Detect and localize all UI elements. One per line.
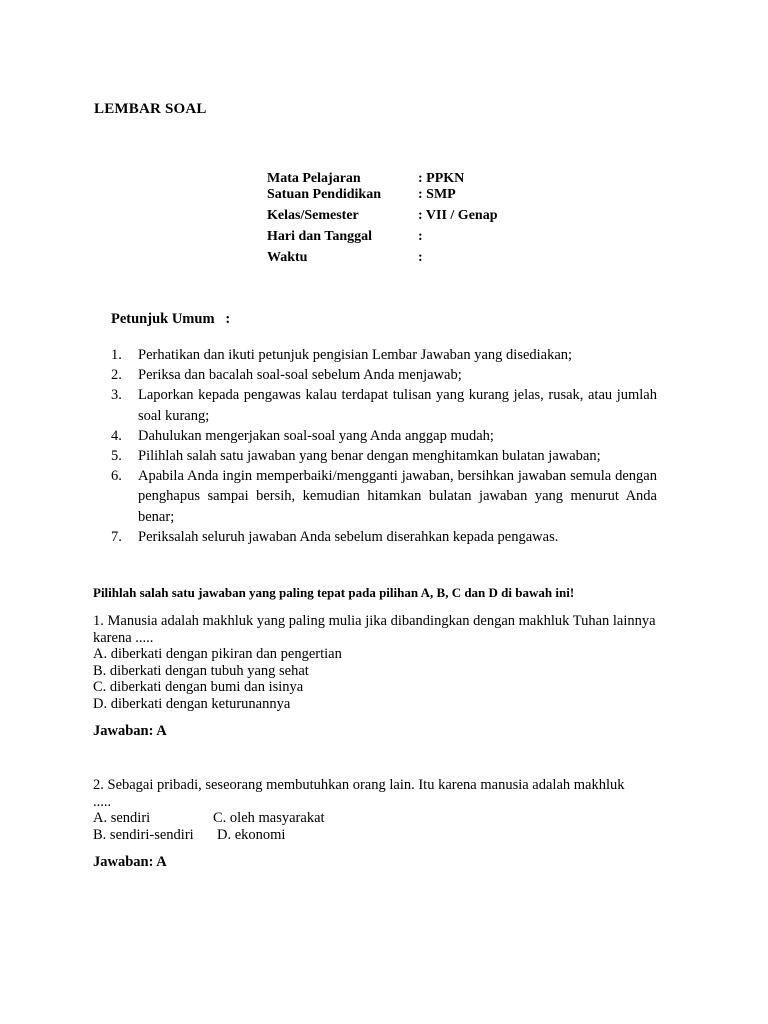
list-number: 1. [111, 347, 122, 363]
info-value: : [418, 250, 423, 265]
document-title: LEMBAR SOAL [94, 101, 207, 117]
list-text: Dahulukan mengerjakan soal-soal yang Anda anggap mudah; [138, 427, 494, 444]
general-instructions-heading: Petunjuk Umum : [111, 311, 231, 327]
list-text: Laporkan kepada pengawas kalau terdapat tulisan yang kurang jelas, rusak, atau jumlah soal kurang; [138, 387, 657, 424]
list-item [111, 527, 657, 547]
info-label: Hari dan Tanggal [267, 229, 373, 244]
option-a: A. diberkati dengan pikiran dan pengertian [93, 646, 342, 663]
answer-1: Jawaban: A [93, 723, 167, 739]
info-label: Satuan Pendidikan [267, 187, 381, 202]
list-number: 3. [111, 387, 122, 404]
question-text: 1. Manusia adalah makhluk yang paling mulia jika dibandingkan dengan makhluk Tuhan lainnya karena ..... [93, 613, 656, 646]
option-a: A. sendiri [93, 810, 151, 827]
list-text: Apabila Anda ingin memperbaiki/mengganti jawaban, bersihkan jawaban semula dengan penghapus sampai bersih, kemudian hitamkan bulatan jawaban yang menurut Anda benar; [138, 468, 657, 525]
list-number: 2. [111, 367, 122, 384]
list-number: 6. [111, 468, 122, 485]
option-b: B. sendiri-sendiri [93, 826, 194, 843]
info-row-time [267, 250, 497, 271]
option-d: D. ekonomi [217, 826, 286, 843]
info-row-date [267, 229, 497, 250]
question-text: 2. Sebagai pribadi, seseorang membutuhkan orang lain. Itu karena manusia adalah makhluk ..... [93, 777, 625, 810]
option-c: C. diberkati dengan bumi dan isinya [93, 679, 304, 696]
list-number: 7. [111, 528, 122, 545]
list-text: Pilihlah salah satu jawaban yang benar dengan menghitamkan bulatan jawaban; [138, 448, 601, 465]
list-text: Perhatikan dan ikuti petunjuk pengisian Lembar Jawaban yang disediakan; [138, 347, 573, 363]
option-row [93, 810, 668, 827]
info-row-level [267, 187, 497, 208]
option-c: C. oleh masyarakat [213, 810, 325, 827]
info-row-subject [267, 171, 497, 187]
info-value: : PPKN [418, 171, 465, 186]
list-text: Periksa dan bacalah soal-soal sebelum Anda menjawab; [138, 367, 462, 384]
list-number: 4. [111, 427, 122, 444]
info-row-class [267, 208, 497, 229]
list-number: 5. [111, 448, 122, 465]
list-text: Periksalah seluruh jawaban Anda sebelum diserahkan kepada pengawas. [138, 528, 559, 545]
list-item [111, 365, 657, 385]
question-2 [93, 777, 668, 843]
option-d: D. diberkati dengan keturunannya [93, 695, 291, 712]
info-label: Kelas/Semester [267, 208, 359, 223]
answer-2: Jawaban: A [93, 854, 167, 870]
option-b: B. diberkati dengan tubuh yang sehat [93, 662, 309, 679]
list-item [111, 466, 657, 527]
info-value: : SMP [418, 187, 456, 202]
info-value: : [418, 229, 423, 244]
list-item [111, 345, 657, 365]
list-item [111, 446, 657, 466]
info-label: Waktu [267, 250, 308, 265]
list-item [111, 385, 657, 425]
subject-info [267, 171, 497, 271]
info-value: : VII / Genap [418, 208, 498, 223]
question-instruction: Pilihlah salah satu jawaban yang paling tepat pada pilihan A, B, C dan D di bawah ini! [93, 585, 575, 600]
question-1 [93, 613, 668, 713]
info-label: Mata Pelajaran [267, 171, 361, 186]
option-row [93, 827, 668, 844]
list-item [111, 426, 657, 446]
rules-list [111, 345, 657, 547]
